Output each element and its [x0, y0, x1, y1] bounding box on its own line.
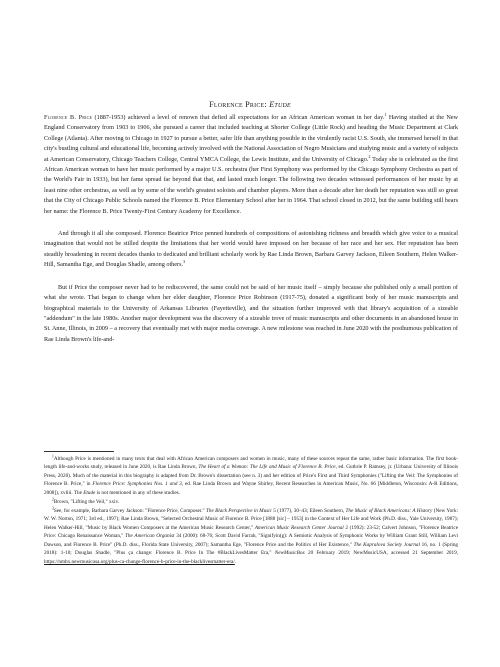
footnote-ref-1[interactable]: 1: [384, 111, 387, 117]
lead-name: Florence B. Price: [44, 114, 93, 121]
title-composer: Florence Price:: [209, 100, 267, 109]
body-text: [44, 113, 458, 345]
footnote-ref-2[interactable]: 2: [368, 153, 371, 159]
title-work: Etude: [269, 100, 291, 109]
footnote-1: $^1$Although Price is mentioned in many texts that deal with African American composers and women in music, many of these sources repeat the same, rather basic information. The first book-length life-and-works study, released in June 2020, is Rae Linda Brown, The Heart of a Woman: The Life and Music of Florence B. Price, ed. Guthrie P. Ramsey, jr. (Urbana: University of Illinois Press, 2020). Much of the material in this biography is adapted from Dr. Brown's dissertation (see n. 3) and her edition of Price's First and Third Symphonies ("Lifting the Veil: The Symphonies of Florence B. Price," in Florence Price: Symphonies Nos. 1 and 3, ed. Rae Linda Brown and Wayne Shirley, Recent Researches in American Music, No. 66 [Middleton, Wisconsin: A-R Editions, 2008]), xvliii. The Etude is not mentioned in any of these studies.: [44, 454, 458, 496]
footnotes: [44, 455, 458, 566]
footnote-link[interactable]: https://nmbx.newmusicusa.org/plus-ca-change-florence-b-price-in-the-blacklivesmatter-era/: [44, 558, 235, 565]
paragraph-3: But if Price the composer never had to be rediscovered, the same could not be said of her music itself – simply because she published only a small portion of what she wrote. That began to change when her elder daughter, Florence Price Robinson (1917-75), donated a significant body of her music manuscripts and biographical materials to the University of Arkansas Libraries (Fayetteville), and the situation further improved with that library's acquisition of a sizeable "addendum" in the late 1980s. Another major development was the discovery of a sizeable trove of music manuscripts and other documents in an abandoned house in St. Anne, Illinois, in 2009 – a recovery that eventually met with major media coverage. A new milestone was reached in June 2020 with the posthumous publication of Rae Linda Brown's life-and-: [44, 283, 458, 343]
paragraph-1: Florence B. Price (1887-1953) achieved a level of renown that defied all expectations for an African American woman in her day.$^1$ Having studied at the New England Conservatory from 1903 to 1906, she pursued a career that included teaching at Shorter College (Little Rock) and heading the Music Department at Clark College (Atlanta). After moving to Chicago in 1927 to pursue a better, safer life than anything possible in the virulently racist U.S. South, she immersed herself in that city's bustling cultural and educational life, becoming actively involved with the National Association of Negro Musicians and studying music and a variety of subjects at American Conservatory, Chicago Teachers College, Central YMCA College, the Lewis Institute, and the University of Chicago.$^2$ Today she is celebrated as the first African American woman to have her music performed by a major U.S. orchestra (her First Symphony was performed by the Chicago Symphony Orchestra as part of the World's Fair in 1933), but her fame spread far beyond that that, and lasted much longer. The following two decades witnessed performances of her music by at least nine other orchestras, as well as by some of the world's greatest soloists and chamber players. More than a decade after her death her reputation was still so great that the City of Chicago Public Schools named the Florence B. Price Elementary School after her in 1964. That school closed in 2012, but the same building still bears her name: the Florence B. Price Twenty-First Century Academy for Excellence.: [44, 111, 458, 215]
footnote-3: $^3$See, for example, Barbara Garvey Jackson: "Florence Price, Composer." The Black Perspective in Music 5 (1977), 30–43; Eileen Southern, The Music of Black Americans: A History (New York: W. W. Norton, 1971; 3rd ed., 1997); Rae Linda Brown, "Selected Orchestral Music of Florence B. Price [1888 [sic] – 1953] in the Context of Her Life and Work (Ph.D. diss., Yale University, 1987); Helen Walker-Hill, "Music by Black Women Composers at the American Music Research Center," American Music Research Center Journal 2 (1992): 23-52; Calvert Johnson, "Florence Beatrice Price: Chicago Renaissance Woman," The American Organist 34 (2000): 68-76; Scott David Farrah, "Signifyin(g): A Semiotic Analysis of Symphonic Works by William Grant Still, William Levi Dawson, and Florence B. Price" (Ph.D. diss., Florida State University, 2007); Samantha Ege, "Florence Price and the Politics of Her Existence," The Kapralova Society Journal 16, no. 1 (Spring 2018): 1-10; Douglas Shadle, "Plus ça change: Florence B. Price In The #BlackLivesMatter Era," NewMusicBox 20 February 2019; NewMusicUSA, accessed 21 September 2019, https://nmbx.newmusicusa.org/plus-ca-change-florence-b-price-in-the-blacklivesmatter-era/.: [44, 506, 459, 565]
footnote-2: $^2$Brown, "Lifting the Veil," xxiv.: [52, 497, 120, 505]
footnote-divider: [44, 451, 114, 452]
footnote-ref-3[interactable]: 3: [183, 259, 186, 265]
page-title: [0, 100, 500, 109]
paragraph-2: And through it all she composed. Florence Beatrice Price penned hundreds of compositions of astonishing richness and breadth which give voice to a musical imagination that would not be stilled despite the limitations that her world would have imposed on her because of her race and her sex. Her reputation has been steadily broadening in recent decades thanks to dedicated and brilliant scholarly work by Rae Linda Brown, Barbara Garvey Jackson, Eileen Southern, Helen Walker-Hill, Samantha Ege, and Douglas Shadle, among others.$^3$: [44, 230, 458, 269]
